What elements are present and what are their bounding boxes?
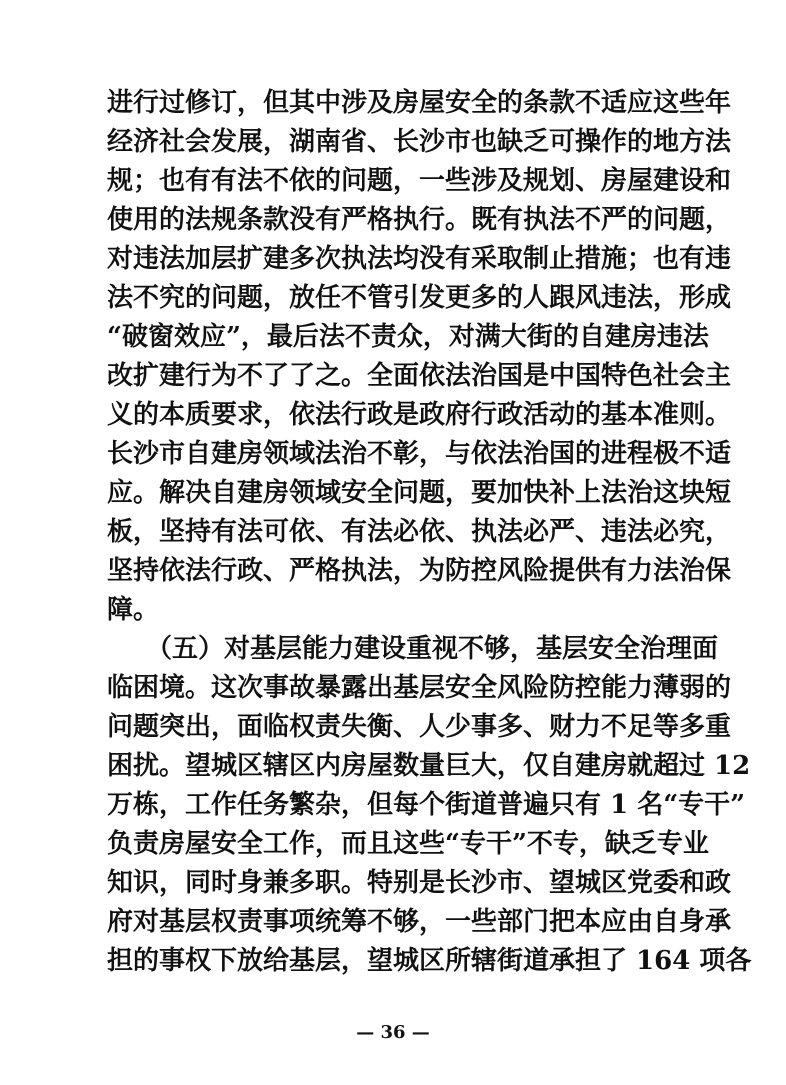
text-line: 对违法加层扩建多次执法均没有采取制止措施；也有违 xyxy=(107,244,732,274)
body-text xyxy=(107,84,752,981)
text-line: 板，坚持有法可依、有法必依、执法必严、违法必究， xyxy=(107,517,732,547)
text-line: 障。 xyxy=(107,595,160,625)
text-line: 使用的法规条款没有严格执行。既有执法不严的问题， xyxy=(107,205,732,235)
text-line: 负责房屋安全工作，而且这些“专干”不专，缺乏专业 xyxy=(107,829,709,859)
text-line: 府对基层权责事项统筹不够，一些部门把本应由自身承 xyxy=(107,907,732,937)
text-line: “破窗效应”，最后法不责众，对满大街的自建房违法 xyxy=(107,322,709,352)
text-line: 坚持依法行政、严格执法，为防控风险提供有力法治保 xyxy=(107,556,732,586)
text-line: 法不究的问题，放任不管引发更多的人跟风违法，形成 xyxy=(107,283,732,313)
text-line: 问题突出，面临权责失衡、人少事多、财力不足等多重 xyxy=(107,712,732,742)
text-line: 困扰。望城区辖区内房屋数量巨大，仅自建房就超过 12 xyxy=(107,751,751,781)
text-line: 经济社会发展，湖南省、长沙市也缺乏可操作的地方法 xyxy=(107,127,732,157)
text-line: 应。解决自建房领域安全问题，要加快补上法治这块短 xyxy=(107,478,732,508)
text-line: 进行过修订，但其中涉及房屋安全的条款不适应这些年 xyxy=(107,88,732,118)
text-line: 知识，同时身兼多职。特别是长沙市、望城区党委和政 xyxy=(107,868,732,898)
section-heading-line: （五）对基层能力建设重视不够，基层安全治理面 xyxy=(107,634,719,664)
text-line: 规；也有有法不依的问题，一些涉及规划、房屋建设和 xyxy=(107,166,732,196)
text-line: 长沙市自建房领域法治不彰，与依法治国的进程极不适 xyxy=(107,439,732,469)
text-line: 改扩建行为不了了之。全面依法治国是中国特色社会主 xyxy=(107,361,732,391)
text-line: 担的事权下放给基层，望城区所辖街道承担了 164 项各 xyxy=(107,946,752,976)
page-number: — 36 — xyxy=(356,1022,430,1043)
text-line: 义的本质要求，依法行政是政府行政活动的基本准则。 xyxy=(107,400,732,430)
text-line: 万栋，工作任务繁杂，但每个街道普遍只有 1 名“专干” xyxy=(107,790,746,820)
text-line: 临困境。这次事故暴露出基层安全风险防控能力薄弱的 xyxy=(107,673,732,703)
